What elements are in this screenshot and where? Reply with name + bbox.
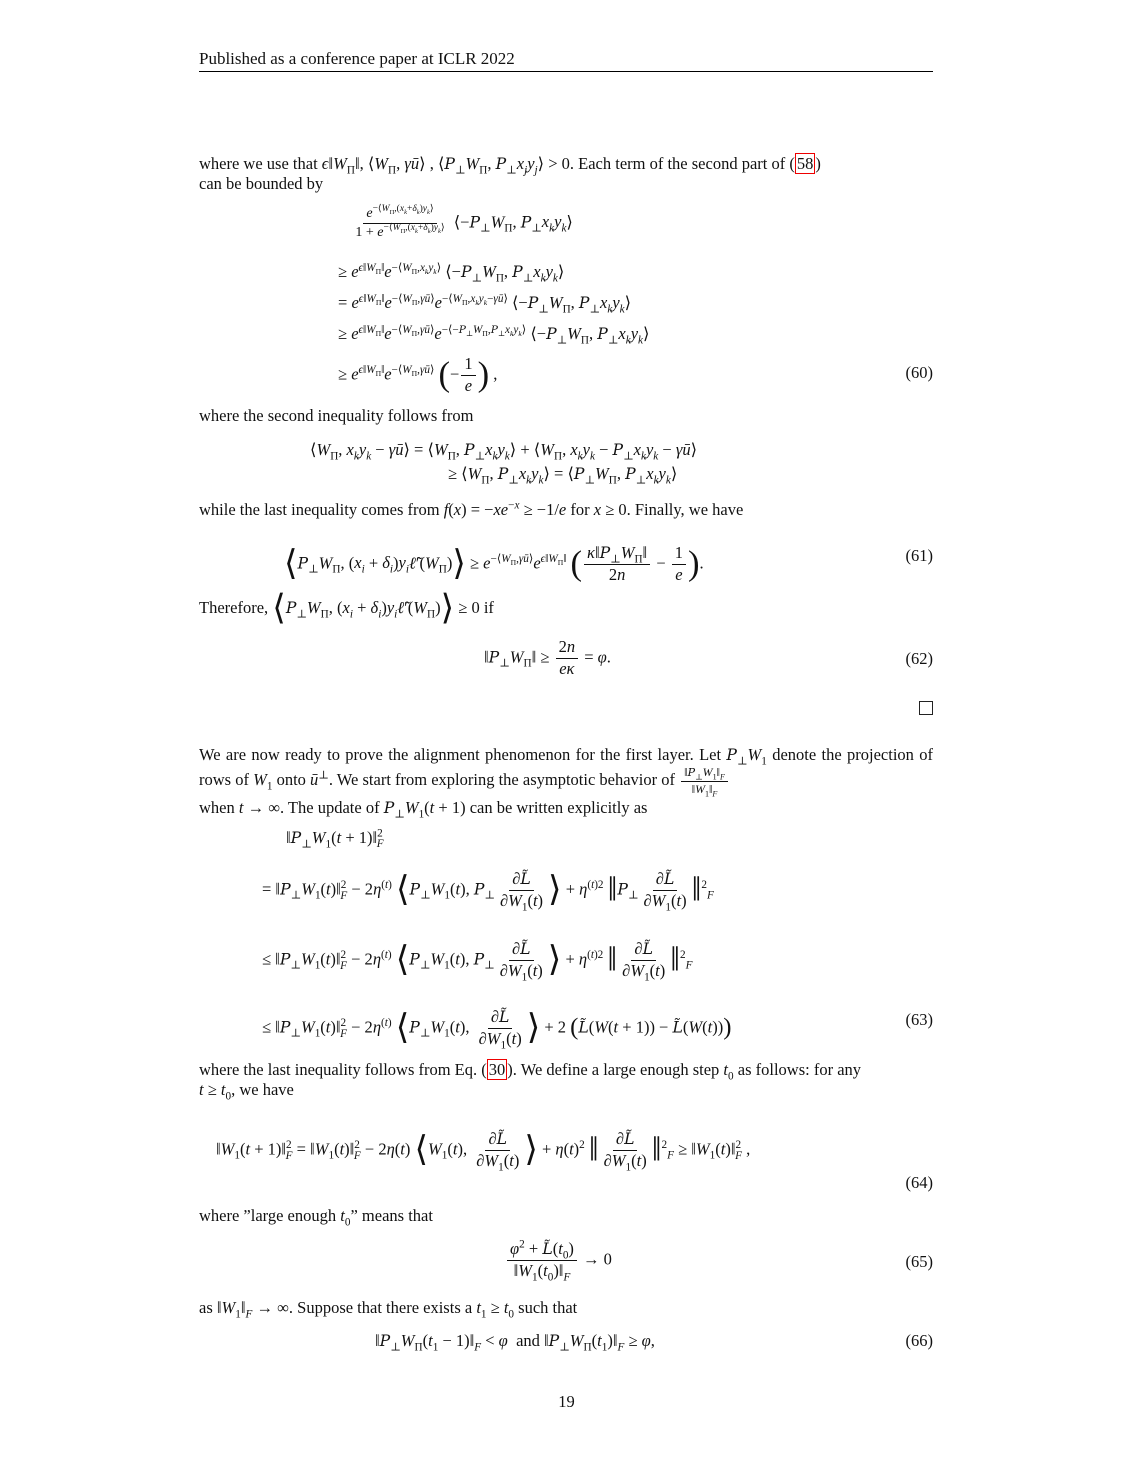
equation-number: (60) xyxy=(905,363,933,382)
equation-60-line-2: ≥ $e^{\epsilon‖W_\Pi‖}e^{-⟨W_\Pi,x_ky_k⟩}$ $⟨-P_\perp W_\Pi$, $P_\perp x_ky_k⟩$ xyxy=(338,261,565,285)
equation-number: (62) xyxy=(905,649,933,668)
inline-math: $\epsilon‖W_\Pi‖$, $⟨W_\Pi$, γū⟩ , $⟨P_\perp W_\Pi$, $P_\perp x_jy_j⟩ > 0$ xyxy=(321,154,570,177)
paragraph-last-inequality: while the last inequality comes from $f(x) = -xe^{-x} \ge -1/e$ for x ≥ 0. Finally, we have xyxy=(199,499,744,519)
equation-66: $‖P_\perp W_\Pi(t_1$ − $1)‖_F < \varphi$ and $‖P_\perp W_\Pi(t_1)‖_F \ge \varphi$, xyxy=(375,1331,655,1354)
equation-unnumbered-line-1: $⟨W_\Pi$, $x_ky_k$ − γū⟩ = $⟨W_\Pi$, $P_\perp x_ky_k⟩$ + $⟨W_\Pi$, $x_ky_k - P_\perp x_ky_k$ − γū⟩ xyxy=(310,440,698,463)
equation-63-line-3: ≤ $‖P_\perp W_1(t)‖^2_F - 2\eta^{(t)}$ $⟨P_\perp W_1(t)$, $P_\perp$ $\frac{\partial L̃}{\partial W_1(t)}$ ⟩ + $\eta^{(t)2}$ ‖ $\frac{\partial L̃}{\partial W_1(t)}$ ‖$^2_F$ xyxy=(262,939,693,984)
paragraph-therefore: Therefore, $⟨P_\perp W_\Pi$, ($x_i$ + $\delta_i)y_i\ell̃'(W_\Pi)⟩ \ge 0$ if xyxy=(199,589,494,628)
equation-65: $\frac{\varphi^2 + L̃(t_0)}{‖W_1(t_0)‖_F}$ → 0 xyxy=(505,1240,612,1281)
equation-number: (66) xyxy=(905,1331,933,1350)
equation-60-line-1: $\frac{e^{-⟨W_\Pi,(x_k+\delta_k)y_k⟩}}{1 + e^{-⟨W_\Pi,(x_k+\delta_k)y_k⟩}}$ $⟨-P_\perp W_\Pi$, $P_\perp x_ky_k⟩$ xyxy=(355,204,573,241)
inline-math: $⟨P_\perp W_\Pi$, ($x_i$ + $\delta_i)y_i\ell̃'(W_\Pi)⟩$ xyxy=(272,589,455,628)
equation-60-line-4: ≥ $e^{\epsilon‖W_\Pi‖}e^{-⟨W_\Pi,\gamma ū⟩}e^{-⟨-P_\perp W_\Pi,P_\perp x_ky_k⟩}$ $⟨-P_\perp W_\Pi$, $P_\perp x_ky_k⟩$ xyxy=(338,322,650,347)
header-rule xyxy=(199,71,933,72)
equation-60-line-5: ≥ $e^{\epsilon‖W_\Pi‖}e^{-⟨W_\Pi,\gamma ū⟩}$ (− $\frac{1}{e}$ ) , xyxy=(338,354,498,395)
running-header: Published as a conference paper at ICLR 2022 xyxy=(199,49,515,68)
paragraph-second-inequality: where the second inequality follows from xyxy=(199,406,474,425)
paragraph-suppose: as $‖W_1‖_F$ → ∞. Suppose that there exists a $t_1 \ge t_0$ such that xyxy=(199,1298,578,1321)
equation-63-line-1: $‖P_\perp W_1(t$ + 1)‖$^2_F$ xyxy=(286,827,384,851)
equation-number: (61) xyxy=(905,546,933,565)
equation-63-line-2: = $‖P_\perp W_1(t)‖^2_F - 2\eta^{(t)}$ $⟨P_\perp W_1(t)$, $P_\perp$ $\frac{\partial L̃}{\partial W_1(t)}$ ⟩ + $\eta^{(t)2}$ $‖P_\perp$ $\frac{\partial L̃}{\partial W_1(t)}$ ‖$^2_F$ xyxy=(262,869,714,914)
equation-ref-link[interactable]: 58 xyxy=(796,154,814,173)
equation-number: (63) xyxy=(905,1010,933,1029)
paragraph-eq30: where the last inequality follows from Eq. ( 30 ). We define a large enough step $t_0$ as follows: for any $t \ge t_0$, we have xyxy=(199,1060,862,1103)
page-number: 19 xyxy=(558,1392,575,1411)
equation-ref-link[interactable]: 30 xyxy=(488,1060,506,1079)
equation-63-line-4: ≤ $‖P_\perp W_1(t)‖^2_F - 2\eta^{(t)}$ $⟨P_\perp W_1(t)$, $\frac{\partial L̃}{\partial W_1(t)}$ ⟩ + 2 (L̃(W(t + 1)) − L̃(W(t))) xyxy=(262,1007,732,1052)
equation-number: (64) xyxy=(905,1173,933,1192)
equation-64: $‖W_1(t$ + 1)‖$^2_F$ = $‖W_1(t)‖^2_F - 2\eta(t)$ $⟨W_1(t)$, $\frac{\partial L̃}{\partial W_1(t)}$ ⟩ + $\eta(t)^2$ ‖ $\frac{\partial L̃}{\partial W_1(t)}$ ‖$^2_F$ ≥ $‖W_1(t)‖^2_F$ , xyxy=(216,1129,751,1174)
inline-math: $f(x) = -xe^{-x} \ge -1/e$ for x ≥ 0 xyxy=(443,499,627,519)
equation-60-line-3: = $e^{\epsilon‖W_\Pi‖}e^{-⟨W_\Pi,\gamma ū⟩}e^{-⟨W_\Pi,x_ky_k-\gamma ū⟩}$ $⟨-P_\perp W_\Pi$, $P_\perp x_ky_k⟩$ xyxy=(338,292,632,316)
paragraph-large-enough: where ”large enough $t_0$” means that xyxy=(199,1206,433,1229)
equation-number: (65) xyxy=(905,1252,933,1271)
equation-unnumbered-line-2: ≥ $⟨W_\Pi$, $P_\perp x_ky_k⟩$ = $⟨P_\perp W_\Pi$, $P_\perp x_ky_k⟩$ xyxy=(448,464,678,487)
paragraph-alignment: We are now ready to prove the alignment phenomenon for the first layer. Let $P_\perp W_1$ denote the projection of rows of $W_1$ onto ū⊥. We start from exploring the asymptotic behavior of $\frac{‖P_\perp W_1‖_F}{‖W_1‖_F}$ when t → ∞. The update of $P_\perp W_1(t + 1)$ can be written explicitly as xyxy=(199,745,933,820)
equation-61: $⟨P_\perp W_\Pi$, ($x_i$ + $\delta_i)y_i\ell̃'(W_\Pi)⟩ \ge e^{-⟨W_\Pi,\gamma ū⟩}e^{\epsilon‖W_\Pi‖}$ ( $\frac{\kappa‖P_\perp W_\Pi‖}{2n}$ − $\frac{1}{e}$ ). xyxy=(284,543,704,584)
equation-62: $‖P_\perp W_\Pi‖$ ≥ $\frac{2n}{e\kappa}$ = φ. xyxy=(484,637,611,678)
paragraph-intro: where we use that $\epsilon‖W_\Pi‖$, $⟨W_\Pi$, γū⟩ , $⟨P_\perp W_\Pi$, $P_\perp x_jy_j⟩ > 0$. Each term of the second part of ( 58 ) can be bounded by xyxy=(199,154,821,193)
qed-symbol xyxy=(919,701,933,715)
